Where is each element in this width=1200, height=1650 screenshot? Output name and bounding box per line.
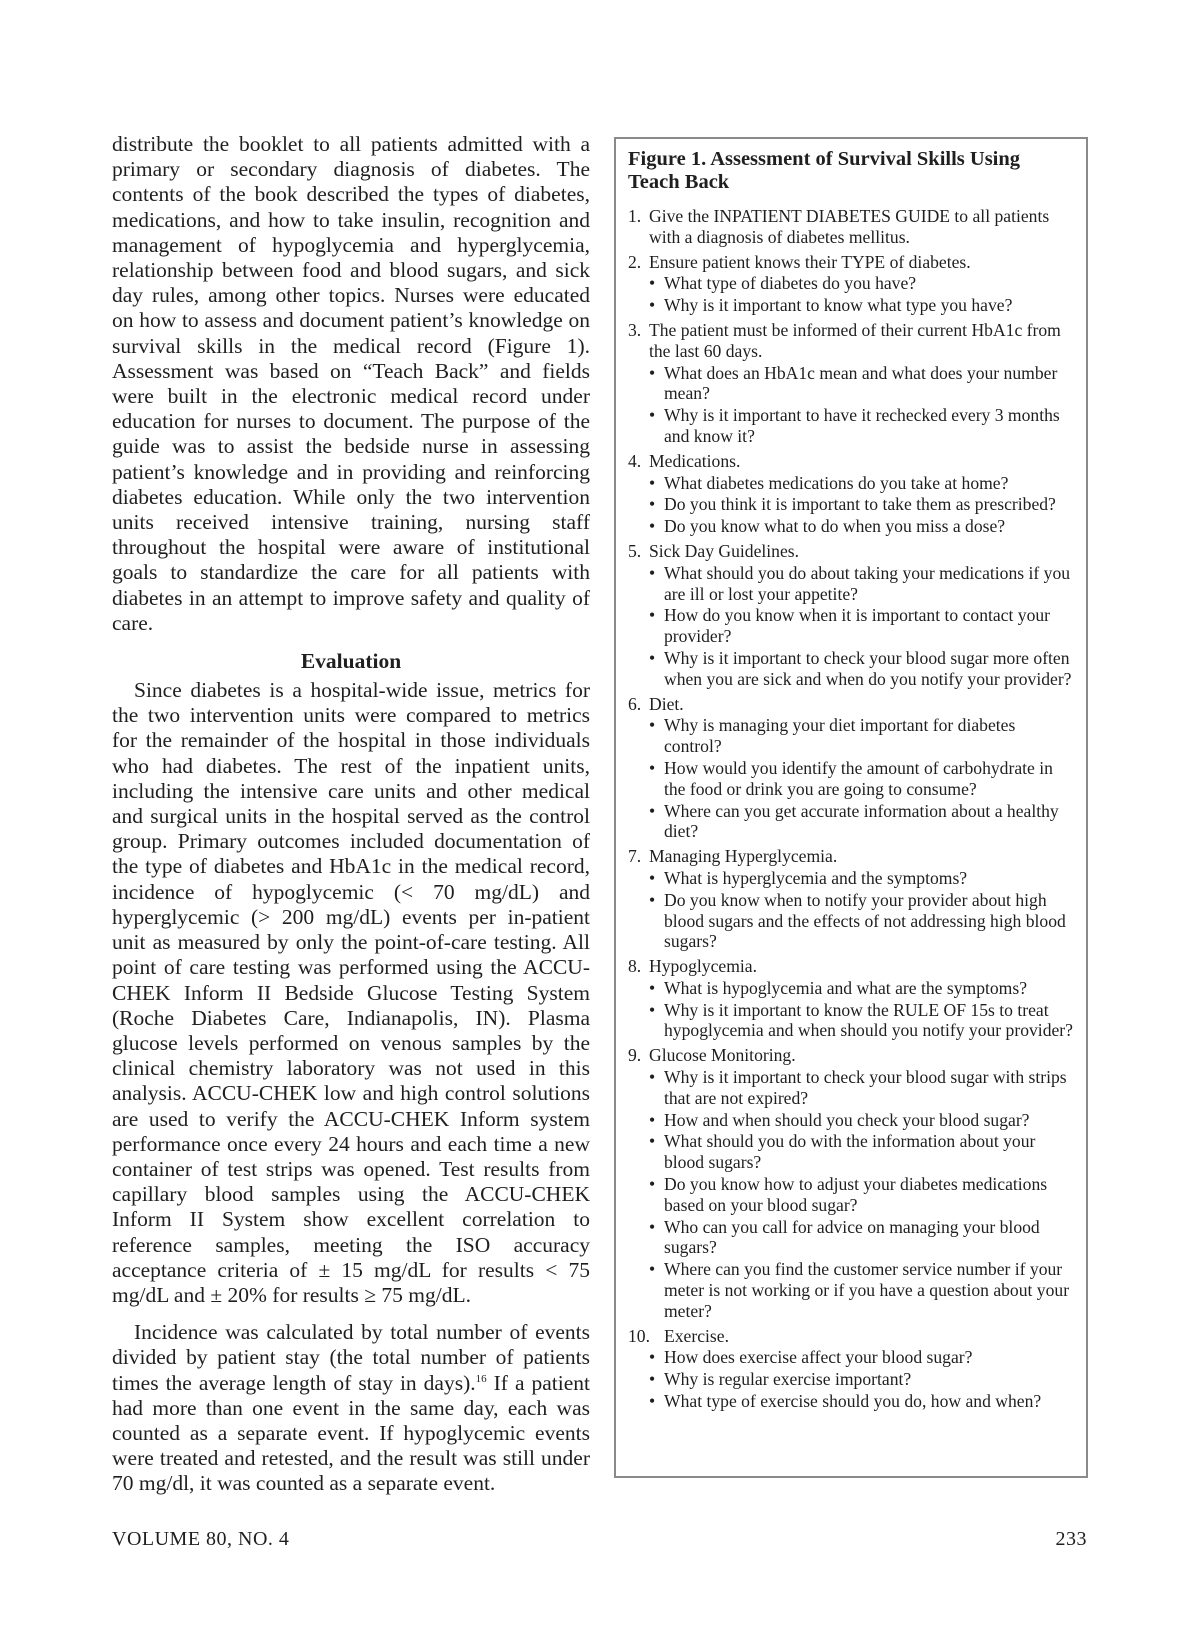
figure-question: • What is hyperglycemia and the symptoms? — [649, 868, 1074, 889]
figure-item-10 — [628, 1326, 1074, 1412]
figure-question: • How do you know when it is important to contact your provider? — [649, 605, 1074, 647]
figure-item-number: 5. — [628, 540, 642, 561]
figure-title: Figure 1. Assessment of Survival Skills Using Teach Back — [628, 148, 1021, 193]
figure-question: • What is hypoglycemia and what are the symptoms? — [649, 978, 1074, 999]
figure-item-6 — [628, 694, 1074, 843]
figure-item-9 — [628, 1045, 1074, 1321]
figure-question: • Do you know when to notify your provider about high blood sugars and the effects of not addressing high blood sugars? — [649, 890, 1074, 952]
figure-question: • Who can you call for advice on managing your blood sugars? — [649, 1217, 1074, 1259]
figure-item-text: Diet. — [649, 693, 684, 714]
figure-item-number: 10. — [628, 1325, 650, 1346]
figure-item-text: Sick Day Guidelines. — [649, 540, 800, 561]
paragraph-3-text-a: Incidence was calculated by total number of events divided by patient stay (the total number of patients times the average length of stay in days). — [112, 1320, 590, 1395]
body-text-column — [112, 132, 590, 1497]
figure-question: • What type of diabetes do you have? — [649, 273, 1074, 294]
figure-item-text: Hypoglycemia. — [649, 956, 757, 977]
figure-item-text: Give the INPATIENT DIABETES GUIDE to all patients with a diagnosis of diabetes mellitus. — [649, 206, 1050, 247]
figure-item-3 — [628, 320, 1074, 447]
figure-question: • Where can you find the customer service number if your meter is not working or if you have a question about your meter? — [649, 1259, 1074, 1321]
figure-item-number: 8. — [628, 956, 642, 977]
figure-question: • Why is it important to check your blood sugar more often when you are sick and when do you notify your provider? — [649, 648, 1074, 690]
figure-item-text: Medications. — [649, 450, 741, 471]
figure-question: • Why is it important to check your blood sugar with strips that are not expired? — [649, 1067, 1074, 1109]
figure-item-text: Ensure patient knows their TYPE of diabetes. — [649, 251, 971, 272]
figure-item-number: 6. — [628, 693, 642, 714]
figure-item-number: 4. — [628, 450, 642, 471]
figure-item-questions — [649, 473, 1074, 537]
figure-item-questions — [649, 563, 1074, 690]
figure-item-questions — [649, 1067, 1074, 1322]
figure-question: • How and when should you check your blood sugar? — [649, 1110, 1074, 1131]
citation-ref-16: 16 — [475, 1372, 487, 1385]
figure-question: • Do you know how to adjust your diabetes medications based on your blood sugar? — [649, 1174, 1074, 1216]
figure-item-questions — [649, 273, 1074, 316]
footer-volume: VOLUME 80, NO. 4 — [112, 1528, 290, 1550]
figure-question: • Why is it important to know what type you have? — [649, 295, 1074, 316]
figure-item-5 — [628, 541, 1074, 690]
figure-question: • Where can you get accurate information about a healthy diet? — [649, 801, 1074, 843]
figure-item-number: 9. — [628, 1045, 642, 1066]
body-paragraph-3 — [112, 1320, 590, 1496]
figure-question: • What diabetes medications do you take at home? — [649, 473, 1074, 494]
figure-item-list — [628, 206, 1074, 1412]
figure-question: • Do you know what to do when you miss a dose? — [649, 516, 1074, 537]
footer-page-number: 233 — [1055, 1528, 1087, 1550]
figure-item-1 — [628, 206, 1074, 248]
figure-item-7 — [628, 846, 1074, 952]
figure-item-questions — [649, 868, 1074, 952]
figure-question: • How does exercise affect your blood sugar? — [649, 1347, 1074, 1368]
figure-question: • Do you think it is important to take them as prescribed? — [649, 494, 1074, 515]
figure-item-questions — [649, 1347, 1074, 1411]
figure-question: • Why is it important to have it rechecked every 3 months and know it? — [649, 405, 1074, 447]
figure-item-4 — [628, 451, 1074, 537]
figure-item-text: Glucose Monitoring. — [649, 1045, 796, 1066]
figure-item-text: The patient must be informed of their current HbA1c from the last 60 days. — [649, 319, 1061, 361]
section-heading-evaluation: Evaluation — [300, 649, 402, 674]
body-paragraph-2: Since diabetes is a hospital-wide issue, metrics for the two intervention units were compared to metrics for the remainder of the hospital in those individuals who had diabetes. The rest of the inpatient units, including the intensive care units and other medical and surgical units in the hospital served as the control group. Primary outcomes included documentation of the type of diabetes and HbA1c in the medical record, incidence of hypoglycemic (< 70 mg/dL) and hyperglycemic (> 200 mg/dL) events per in-patient unit as measured by only the point-of-care testing. All point of care testing was performed using the ACCU-CHEK Inform II Bedside Glucose Testing System (Roche Diabetes Care, Indianapolis, IN). Plasma glucose levels performed on venous samples by the clinical chemistry laboratory was not used in this analysis. ACCU-CHEK low and high control solutions are used to verify the ACCU-CHEK Inform system performance once every 24 hours and each time a new container of test strips was opened. Test results from capillary blood samples using the ACCU-CHEK Inform II System show excellent correlation to reference samples, meeting the ISO accuracy acceptance criteria of ± 15 mg/dL for results < 75 mg/dL and ± 20% for results ≥ 75 mg/dL. — [112, 678, 590, 1307]
figure-item-2 — [628, 252, 1074, 316]
figure-question: • Why is regular exercise important? — [649, 1369, 1074, 1390]
figure-item-text: Managing Hyperglycemia. — [649, 846, 838, 867]
paragraph-3-text-b: If a patient had more than one event in the same day, each was counted as a separate event. If hypoglycemic events were treated and retested, and the result was still under 70 mg/dl, it was counted as a separate event. — [112, 1370, 590, 1496]
figure-question: • How would you identify the amount of carbohydrate in the food or drink you are going to consume? — [649, 758, 1074, 800]
figure-question: • Why is managing your diet important for diabetes control? — [649, 715, 1074, 757]
figure-question: • Why is it important to know the RULE OF 15s to treat hypoglycemia and when should you notify your provider? — [649, 1000, 1074, 1042]
body-paragraph-1: distribute the booklet to all patients admitted with a primary or secondary diagnosis of diabetes. The contents of the book described the types of diabetes, medications, and how to take insulin, recognition and management of hypoglycemia and hyperglycemia, relationship between food and blood sugars, and sick day rules, among other topics. Nurses were educated on how to assess and document patient’s knowledge on survival skills in the medical record (Figure 1). Assessment was based on “Teach Back” and fields were built in the electronic medical record under education for nurses to document. The purpose of the guide was to assist the bedside nurse in assessing patient’s knowledge and in providing and reinforcing diabetes education. While only the two intervention units received intensive training, nursing staff throughout the hospital were aware of institutional goals to standardize the care for all patients with diabetes in an attempt to improve safety and quality of care. — [112, 132, 590, 635]
figure-item-text: Exercise. — [664, 1325, 729, 1346]
figure-question: • What does an HbA1c mean and what does your number mean? — [649, 363, 1074, 405]
figure-1-box — [614, 137, 1088, 1478]
figure-item-number: 3. — [628, 319, 642, 340]
figure-question: • What type of exercise should you do, how and when? — [649, 1391, 1074, 1412]
figure-item-number: 2. — [628, 251, 642, 272]
figure-item-questions — [649, 978, 1074, 1041]
figure-item-8 — [628, 956, 1074, 1041]
figure-question: • What should you do with the information about your blood sugars? — [649, 1131, 1074, 1173]
figure-question: • What should you do about taking your medications if you are ill or lost your appetite? — [649, 563, 1074, 605]
figure-item-questions — [649, 363, 1074, 447]
figure-item-number: 7. — [628, 846, 642, 867]
figure-item-number: 1. — [628, 206, 642, 226]
figure-item-questions — [649, 715, 1074, 842]
